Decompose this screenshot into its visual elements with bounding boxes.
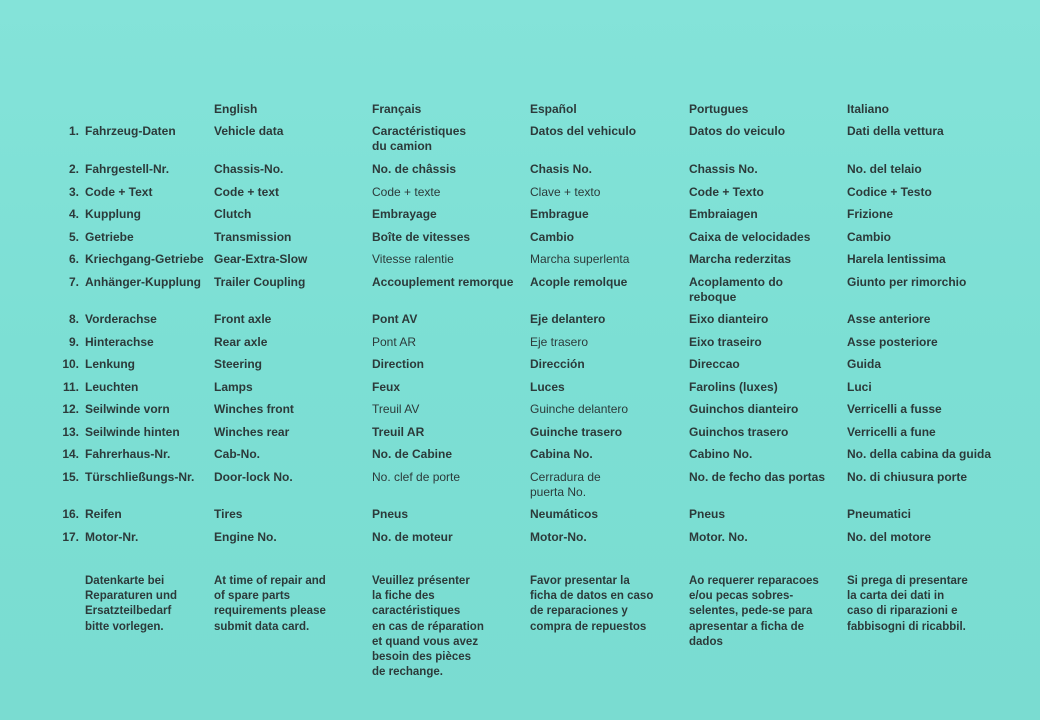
term-spanish: Datos del vehiculo [530,124,637,138]
term-portuguese: Caixa de velocidades [689,230,811,244]
footer-french: Veuillez présenter la fiche des caractéristiques en cas de réparation et quand vous avez besoin des pièces de rechange. [372,575,484,679]
item-number: 16. [62,507,79,521]
term-portuguese: Acoplamento do reboque [689,275,784,304]
german-label: Kupplung [85,207,141,221]
german-label: Fahrgestell-Nr. [85,162,170,176]
term-german [52,335,214,350]
german-label: Seilwinde hinten [85,425,180,439]
term-italian: Frizione [847,207,894,221]
item-number: 11. [62,380,79,394]
term-spanish: Dirección [530,357,585,371]
term-english: Gear-Extra-Slow [214,252,308,266]
footer-german: Datenkarte bei Reparaturen und Ersatzteilbedarf bitte vorlegen. [85,575,178,633]
term-spanish: Chasis No. [530,162,593,176]
german-label: Motor-Nr. [85,530,139,544]
term-french: No. de moteur [372,530,453,544]
term-portuguese: Pneus [689,507,726,521]
term-portuguese: Datos do veiculo [689,124,786,138]
item-number: 2. [68,162,79,176]
term-english: Vehicle data [214,124,284,138]
term-spanish: Motor-No. [530,530,587,544]
german-label: Code + Text [85,185,153,199]
term-german [52,207,214,222]
term-italian: No. del telaio [847,162,922,176]
term-italian: Dati della vettura [847,124,944,138]
term-italian: Verricelli a fusse [847,402,942,416]
german-label: Anhänger-Kupplung [85,275,201,289]
table-row [52,507,1022,530]
term-italian: No. del motore [847,530,932,544]
term-italian: No. di chiusura porte [847,470,968,484]
term-german [52,470,214,485]
term-spanish: Guinche delantero [530,402,629,416]
item-number: 12. [62,402,79,416]
term-spanish: Eje delantero [530,312,606,326]
term-spanish: Cambio [530,230,575,244]
term-english: Winches rear [214,425,290,439]
term-portuguese: Embraiagen [689,207,758,221]
term-german [52,380,214,395]
term-spanish: Cerradura de puerta No. [530,470,601,499]
table-row [52,275,1022,312]
header-portugues: Portugues [689,102,749,116]
term-italian: No. della cabina da guida [847,447,992,461]
table-row [52,470,1022,507]
footer-portuguese: Ao requerer reparacoes e/ou pecas sobres- selentes, pede-se para apresentar a ficha de dados [689,575,819,648]
term-english: Cab-No. [214,447,260,461]
item-number: 14. [62,447,79,461]
term-french: Boîte de vitesses [372,230,471,244]
item-number: 13. [62,425,79,439]
term-english: Winches front [214,402,294,416]
german-label: Hinterachse [85,335,154,349]
item-number: 1. [68,124,79,138]
term-english: Clutch [214,207,252,221]
term-german [52,185,214,200]
table-row [52,530,1022,562]
term-italian: Asse posteriore [847,335,938,349]
term-italian: Verricelli a fune [847,425,936,439]
term-english: Chassis-No. [214,162,284,176]
footer-italian: Si prega di presentare la carta dei dati in caso di riparazioni e fabbisogni di ricabbil. [847,575,968,633]
term-spanish: Clave + texto [530,185,601,199]
term-spanish: Embrague [530,207,589,221]
table-row [52,335,1022,357]
table-row [52,357,1022,380]
term-spanish: Neumáticos [530,507,599,521]
term-spanish: Cabina No. [530,447,593,461]
term-english: Transmission [214,230,292,244]
item-number: 10. [62,357,79,371]
term-italian: Cambio [847,230,892,244]
term-portuguese: Marcha rederzitas [689,252,792,266]
header-espanol: Español [530,102,577,116]
german-label: Leuchten [85,380,139,394]
item-number: 17. [62,530,79,544]
term-portuguese: Direccao [689,357,740,371]
term-french: Direction [372,357,425,371]
term-french: No. de Cabine [372,447,453,461]
item-number: 3. [68,185,79,199]
term-german [52,230,214,245]
item-number: 15. [62,470,79,484]
item-number: 6. [68,252,79,266]
item-number: 8. [68,312,79,326]
term-french: Treuil AR [372,425,425,439]
footer-spanish: Favor presentar la ficha de datos en caso de reparaciones y compra de repuestos [530,575,654,633]
term-italian: Asse anteriore [847,312,931,326]
table-row [52,185,1022,207]
term-german [52,275,214,290]
term-french: Accouplement remorque [372,275,514,289]
table-row [52,447,1022,470]
table-row [52,380,1022,402]
german-label: Vorderachse [85,312,157,326]
table-body [52,124,1022,562]
german-label: Türschließungs-Nr. [85,470,195,484]
term-german [52,507,214,522]
item-number: 4. [68,207,79,221]
term-french: No. de châssis [372,162,457,176]
table-row [52,402,1022,425]
term-italian: Luci [847,380,872,394]
term-french: Pont AR [372,335,417,349]
term-italian: Harela lentissima [847,252,946,266]
table-row [52,162,1022,185]
term-spanish: Marcha superlenta [530,252,630,266]
table-row [52,425,1022,447]
term-french: Feux [372,380,401,394]
term-portuguese: Code + Texto [689,185,764,199]
term-english: Tires [214,507,243,521]
term-french: Pont AV [372,312,418,326]
term-italian: Codice + Testo [847,185,932,199]
term-german [52,162,214,177]
item-number: 9. [68,335,79,349]
term-english: Front axle [214,312,272,326]
german-label: Fahrerhaus-Nr. [85,447,171,461]
term-german [52,402,214,417]
term-german [52,252,214,267]
term-portuguese: Eixo traseiro [689,335,762,349]
term-portuguese: Eixo dianteiro [689,312,769,326]
term-portuguese: No. de fecho das portas [689,470,826,484]
term-english: Code + text [214,185,280,199]
term-italian: Giunto per rimorchio [847,275,967,289]
term-french: Treuil AV [372,402,420,416]
german-label: Getriebe [85,230,134,244]
term-english: Trailer Coupling [214,275,306,289]
term-french: Vitesse ralentie [372,252,454,266]
term-german [52,447,214,462]
header-english: English [214,102,258,116]
german-label: Fahrzeug-Daten [85,124,176,138]
term-french: Pneus [372,507,409,521]
item-number: 5. [68,230,79,244]
table-row [52,230,1022,252]
term-spanish: Acople remolque [530,275,628,289]
term-german [52,312,214,327]
term-french: No. clef de porte [372,470,461,484]
term-english: Engine No. [214,530,277,544]
term-spanish: Luces [530,380,565,394]
term-english: Rear axle [214,335,268,349]
term-french: Caractéristiques du camion [372,124,467,153]
term-german [52,425,214,440]
data-card-table [52,102,1022,680]
header-francais: Français [372,102,422,116]
german-label: Seilwinde vorn [85,402,170,416]
table-row [52,207,1022,230]
term-french: Embrayage [372,207,437,221]
item-number: 7. [68,275,79,289]
term-portuguese: Guinchos trasero [689,425,789,439]
term-portuguese: Guinchos dianteiro [689,402,799,416]
term-portuguese: Cabino No. [689,447,753,461]
term-english: Lamps [214,380,253,394]
table-row [52,312,1022,335]
table-row [52,124,1022,162]
term-spanish: Guinche trasero [530,425,623,439]
header-italiano: Italiano [847,102,890,116]
term-german [52,530,214,545]
german-label: Lenkung [85,357,135,371]
term-french: Code + texte [372,185,441,199]
header-row [52,102,1022,124]
term-english: Steering [214,357,263,371]
term-spanish: Eje trasero [530,335,589,349]
term-german [52,124,214,139]
term-portuguese: Farolins (luxes) [689,380,778,394]
term-italian: Pneumatici [847,507,912,521]
german-label: Reifen [85,507,122,521]
term-italian: Guida [847,357,882,371]
footer-english: At time of repair and of spare parts requirements please submit data card. [214,575,326,633]
term-german [52,357,214,372]
table-row [52,252,1022,275]
footer-row [52,574,1022,680]
term-portuguese: Chassis No. [689,162,758,176]
term-english: Door-lock No. [214,470,293,484]
german-label: Kriechgang-Getriebe [85,252,204,266]
term-portuguese: Motor. No. [689,530,748,544]
